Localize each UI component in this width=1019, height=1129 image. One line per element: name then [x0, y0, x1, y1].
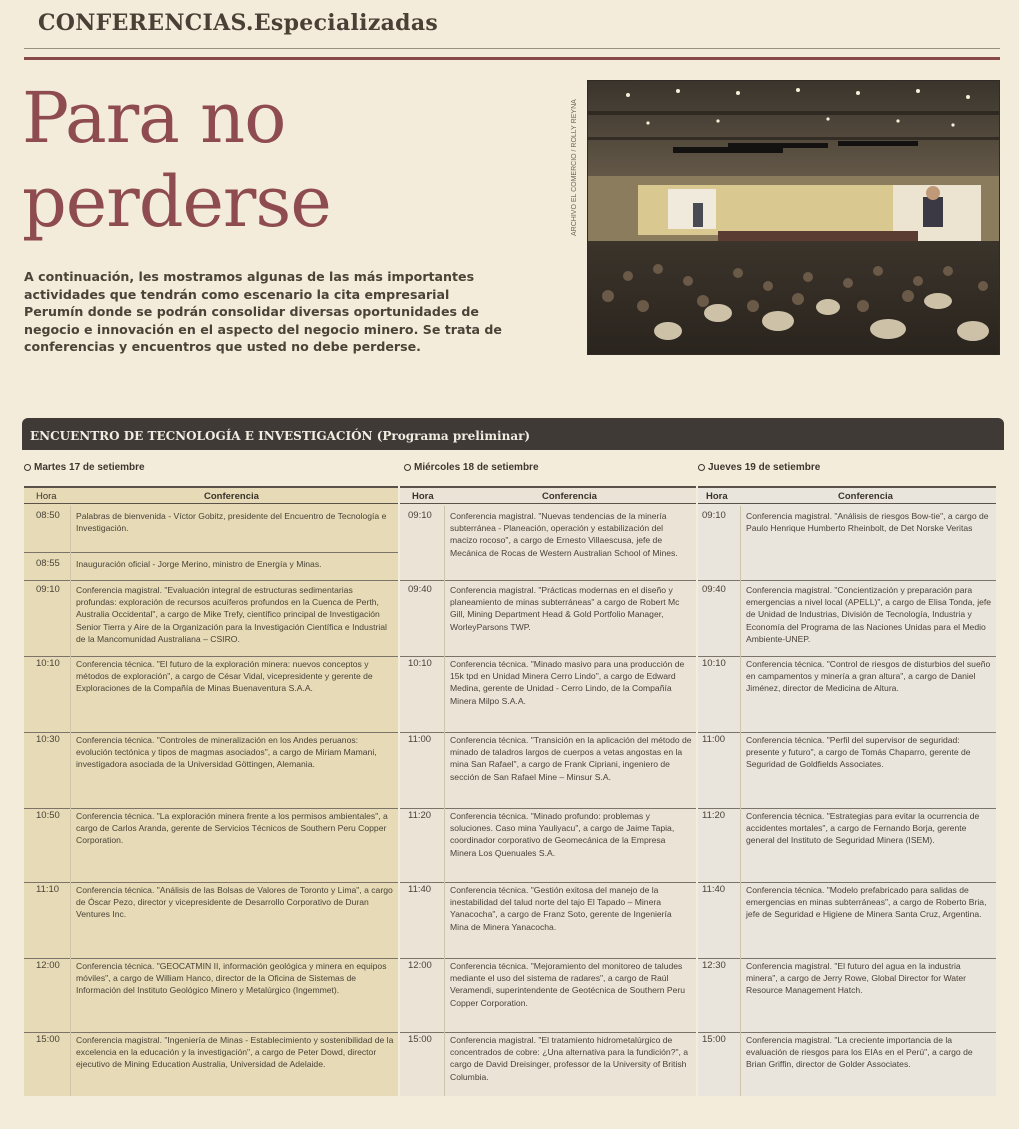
tuesday-time: 15:00: [36, 1034, 60, 1045]
row-divider: [698, 732, 996, 733]
wednesday-time: 09:40: [408, 584, 432, 595]
thursday-session: Conferencia magistral. "La creciente importancia de la evaluación de riesgos para los EIAs en el Perú", a cargo de Brian Griffin, director de Golder Associates.: [746, 1035, 973, 1070]
intro-paragraph: A continuación, les mostramos algunas de las más importantes actividades que tendrán como escenario la cita empresarial Perumín donde se podrán consolidar diversas oportunidades de negocio e innovación en el aspecto del negocio minero. Se trata de conferencias y encuentros que usted no debe perderse.: [24, 269, 502, 354]
clock-icon: [404, 464, 411, 471]
day-label: Jueves 19 de setiembre: [708, 462, 821, 473]
row-divider: [24, 656, 398, 657]
thursday-column: [698, 486, 996, 1096]
thursday-time: 12:30: [702, 960, 726, 971]
day-thursday: [698, 462, 820, 473]
wednesday-session: Conferencia magistral. "El tratamiento hidrometalúrgico de concentrados de cobre: ¿Una alternativa para la fundición?", a cargo de David Dreisinger, professor de la University of British Columbia.: [450, 1035, 689, 1082]
section-label: CONFERENCIAS.Especializadas: [38, 10, 439, 36]
conferencia-header: Conferencia: [542, 491, 597, 502]
thursday-time: 11:00: [702, 734, 726, 745]
thursday-session: Conferencia técnica. "Control de riesgos de disturbios del sueño en campamentos y minería a gran altura", a cargo de Daniel Jiménez, director de Medicina de Altura.: [746, 659, 991, 694]
thursday-time: 09:40: [702, 584, 726, 595]
program-header: [22, 418, 1004, 450]
thursday-session: Conferencia técnica. "Estrategias para evitar la ocurrencia de accidentes mortales", a cargo de Fernando Borja, gerente general del Instituto de Seguridad Minera (ISEM).: [746, 811, 980, 846]
thursday-header: [698, 486, 996, 504]
day-tuesday: [24, 462, 145, 473]
row-divider: [24, 808, 398, 809]
tuesday-session: Conferencia técnica. "El futuro de la exploración minera: nuevos conceptos y métodos de exploración", a cargo de César Vidal, vicepresidente y gerente de Exploraciones de la Compañía de Minas Buenaventura S.A.A.: [76, 659, 373, 694]
row-divider: [24, 732, 398, 733]
row-divider: [698, 656, 996, 657]
wednesday-session: Conferencia magistral. "Prácticas modernas en el diseño y planeamiento de minas subterráneas" a cargo de Robert Mc Gill, Mining Department Head & Gold Portfolio Manager, WorleyParsons TWP.: [450, 585, 680, 632]
thursday-session: Conferencia magistral. "Concientización y preparación para emergencias a nivel local (APELL)", a cargo de Elisa Tonda, jefe de Unidad de Industrias, División de Tecnología, Industria y Economía del Programa de las Naciones Unidas para el Medio Ambiente-UNEP.: [746, 585, 992, 644]
headline-line-2: perderse: [22, 161, 331, 243]
conferencia-header: Conferencia: [838, 491, 893, 502]
row-divider: [24, 958, 398, 959]
row-divider: [698, 808, 996, 809]
thursday-session: Conferencia magistral. "El futuro del agua en la industria minera", a cargo de Jerry Rowe, Global Director for Water Resource Management Hatch.: [746, 961, 967, 996]
wednesday-session: Conferencia magistral. "Nuevas tendencias de la minería subterránea - Planeación, operación y estabilización del macizo rocoso", a cargo de Ernesto Villaescusa, jefe de Mecánica de Rocas de Western Australian School of Mines.: [450, 511, 678, 558]
row-divider: [24, 882, 398, 883]
wednesday-time: 09:10: [408, 510, 432, 521]
tuesday-time: 08:55: [36, 558, 60, 569]
wednesday-session: Conferencia técnica. "Transición en la aplicación del método de minado de taladros largos de cuerpos a vetas angostas en la mina San Rafael", a cargo de Frank Cipriani, ingeniero de sección de San Rafael Mine – Minsur S.A.: [450, 735, 692, 782]
headline: [22, 76, 442, 244]
accent-rule: [24, 57, 1000, 60]
wednesday-time: 15:00: [408, 1034, 432, 1045]
hora-header: Hora: [36, 491, 57, 502]
tuesday-time: 08:50: [36, 510, 60, 521]
tuesday-time: 09:10: [36, 584, 60, 595]
tuesday-session: Conferencia técnica. "Controles de mineralización en los Andes peruanos: evolución tectónica y tipos de magmas asociados", a cargo de Miriam Mamani, investigadora asociada de la Universidad Göttingen, Alemania.: [76, 735, 377, 770]
tuesday-column: [24, 486, 398, 1096]
tuesday-time: 10:10: [36, 658, 60, 669]
wednesday-time: 11:00: [408, 734, 432, 745]
tuesday-session: Palabras de bienvenida - Víctor Gobitz, presidente del Encuentro de Tecnología e Investigación.: [76, 511, 387, 534]
tuesday-time: 10:50: [36, 810, 60, 821]
wednesday-time: 12:00: [408, 960, 432, 971]
tuesday-session: Conferencia magistral. "Ingeniería de Minas - Establecimiento y sostenibilidad de la excelencia en la educación y la investigación", a cargo de Peter Dowd, director ejecutivo de Mining Education Australia, Universidad de Adelaide.: [76, 1035, 394, 1070]
day-label: Miércoles 18 de setiembre: [414, 462, 539, 473]
conference-photo: [587, 80, 1000, 355]
wednesday-session: Conferencia técnica. "Gestión exitosa del manejo de la inestabilidad del talud norte del tajo El Tapado – Minera Yanacocha", a cargo de Franz Soto, gerente de Ingeniería Mina de Minera Yanacocha.: [450, 885, 672, 932]
time-column-divider: [70, 506, 71, 1096]
wednesday-session: Conferencia técnica. "Minado masivo para una producción de 15k tpd en Unidad Minera Cerro Lindo", a cargo de Edward Medina, gerente de Unidad - Cerro Lindo, de la Compañía Minera Milpo S.A.A.: [450, 659, 685, 706]
tuesday-session: Conferencia magistral. "Evaluación integral de estructuras sedimentarias profundas: exploración de recursos acuíferos profundos en la Cuenca de Perth, Australia Occidental", a cargo de Mike Trefy, científico principal de Investigación Senior Tierra y Aire de la Organización para la Investigación Científica e Industrial de la Mancomunidad Australiana – CSIRO.: [76, 585, 387, 644]
clock-icon: [24, 464, 31, 471]
program-subtitle: (Programa preliminar): [376, 429, 531, 443]
wednesday-session: Conferencia técnica. "Mejoramiento del monitoreo de taludes mediante el uso del sistema de radares", a cargo de Raúl Veramendi, superintendente de Geotécnica de Southern Peru Copper Corporation.: [450, 961, 686, 1008]
thursday-time: 10:10: [702, 658, 726, 669]
tuesday-session: Conferencia técnica. "La exploración minera frente a los permisos ambientales", a cargo de Carlos Aranda, gerente de Servicios Técnicos de Southern Peru Copper Corporation.: [76, 811, 388, 846]
hora-header: Hora: [706, 491, 728, 502]
tuesday-session: Inauguración oficial - Jorge Merino, ministro de Energía y Minas.: [76, 559, 322, 569]
row-divider: [698, 1032, 996, 1033]
thursday-session: Conferencia técnica. "Modelo prefabricado para salidas de emergencias en minas subterráneas", a cargo de Roberto Bria, jefe de Seguridad e Higiene de Minera Santa Cruz, Argentina.: [746, 885, 987, 920]
time-column-divider: [444, 506, 445, 1096]
thursday-time: 11:40: [702, 884, 726, 895]
thursday-session: Conferencia técnica. "Perfil del supervisor de seguridad: presente y futuro", a cargo de Tomás Chaparro, gerente de Seguridad de Goldfields Associates.: [746, 735, 971, 770]
wednesday-time: 11:40: [408, 884, 432, 895]
tuesday-time: 12:00: [36, 960, 60, 971]
conferencia-header: Conferencia: [204, 491, 259, 502]
wednesday-session: Conferencia técnica. "Minado profundo: problemas y soluciones. Caso mina Yauliyacu", a cargo de Jaime Tapia, coordinador corporativo de Geomecánica de la Empresa Minera Los Quenuales S.A.: [450, 811, 675, 858]
row-divider: [698, 882, 996, 883]
tuesday-time: 10:30: [36, 734, 60, 745]
schedule-grid: [22, 486, 998, 1096]
wednesday-header: [400, 486, 696, 504]
row-divider: [24, 1032, 398, 1033]
wednesday-time: 10:10: [408, 658, 432, 669]
conference-hall-illustration: [588, 81, 1000, 355]
thursday-time: 11:20: [702, 810, 726, 821]
hora-header: Hora: [412, 491, 434, 502]
time-column-divider: [740, 506, 741, 1096]
thursday-time: 15:00: [702, 1034, 726, 1045]
top-rule: [24, 48, 1000, 49]
day-headers: [22, 456, 998, 488]
day-wednesday: [404, 462, 539, 473]
tuesday-session: Conferencia técnica. "GEOCATMIN II, información geológica y minera en equipos móviles", a cargo de William Hanco, director de la Oficina de Sistemas de Información del Instituto Geológico Minero y Metalúrgico (Ingemmet).: [76, 961, 387, 996]
program-title: ENCUENTRO DE TECNOLOGÍA E INVESTIGACIÓN: [30, 429, 373, 443]
thursday-session: Conferencia magistral. "Análisis de riesgos Bow-tie", a cargo de Paulo Henrique Humberto Rheinbolt, de Det Norske Veritas: [746, 511, 989, 534]
headline-line-1: Para no: [22, 77, 286, 159]
tuesday-header: [24, 486, 398, 504]
tuesday-session: Conferencia técnica. "Análisis de las Bolsas de Valores de Toronto y Lima", a cargo de Óscar Pezo, director y vicepresidente de Desarrollo Corporativo de Duran Ventures Inc.: [76, 885, 393, 920]
row-divider: [698, 958, 996, 959]
row-divider: [24, 552, 398, 553]
tuesday-time: 11:10: [36, 884, 60, 895]
row-divider: [698, 580, 996, 581]
thursday-time: 09:10: [702, 510, 726, 521]
wednesday-time: 11:20: [408, 810, 432, 821]
row-divider: [24, 580, 398, 581]
day-label: Martes 17 de setiembre: [34, 462, 145, 473]
photo-credit: ARCHIVO EL COMERCIO / ROLLY REYNA: [571, 99, 578, 236]
clock-icon: [698, 464, 705, 471]
